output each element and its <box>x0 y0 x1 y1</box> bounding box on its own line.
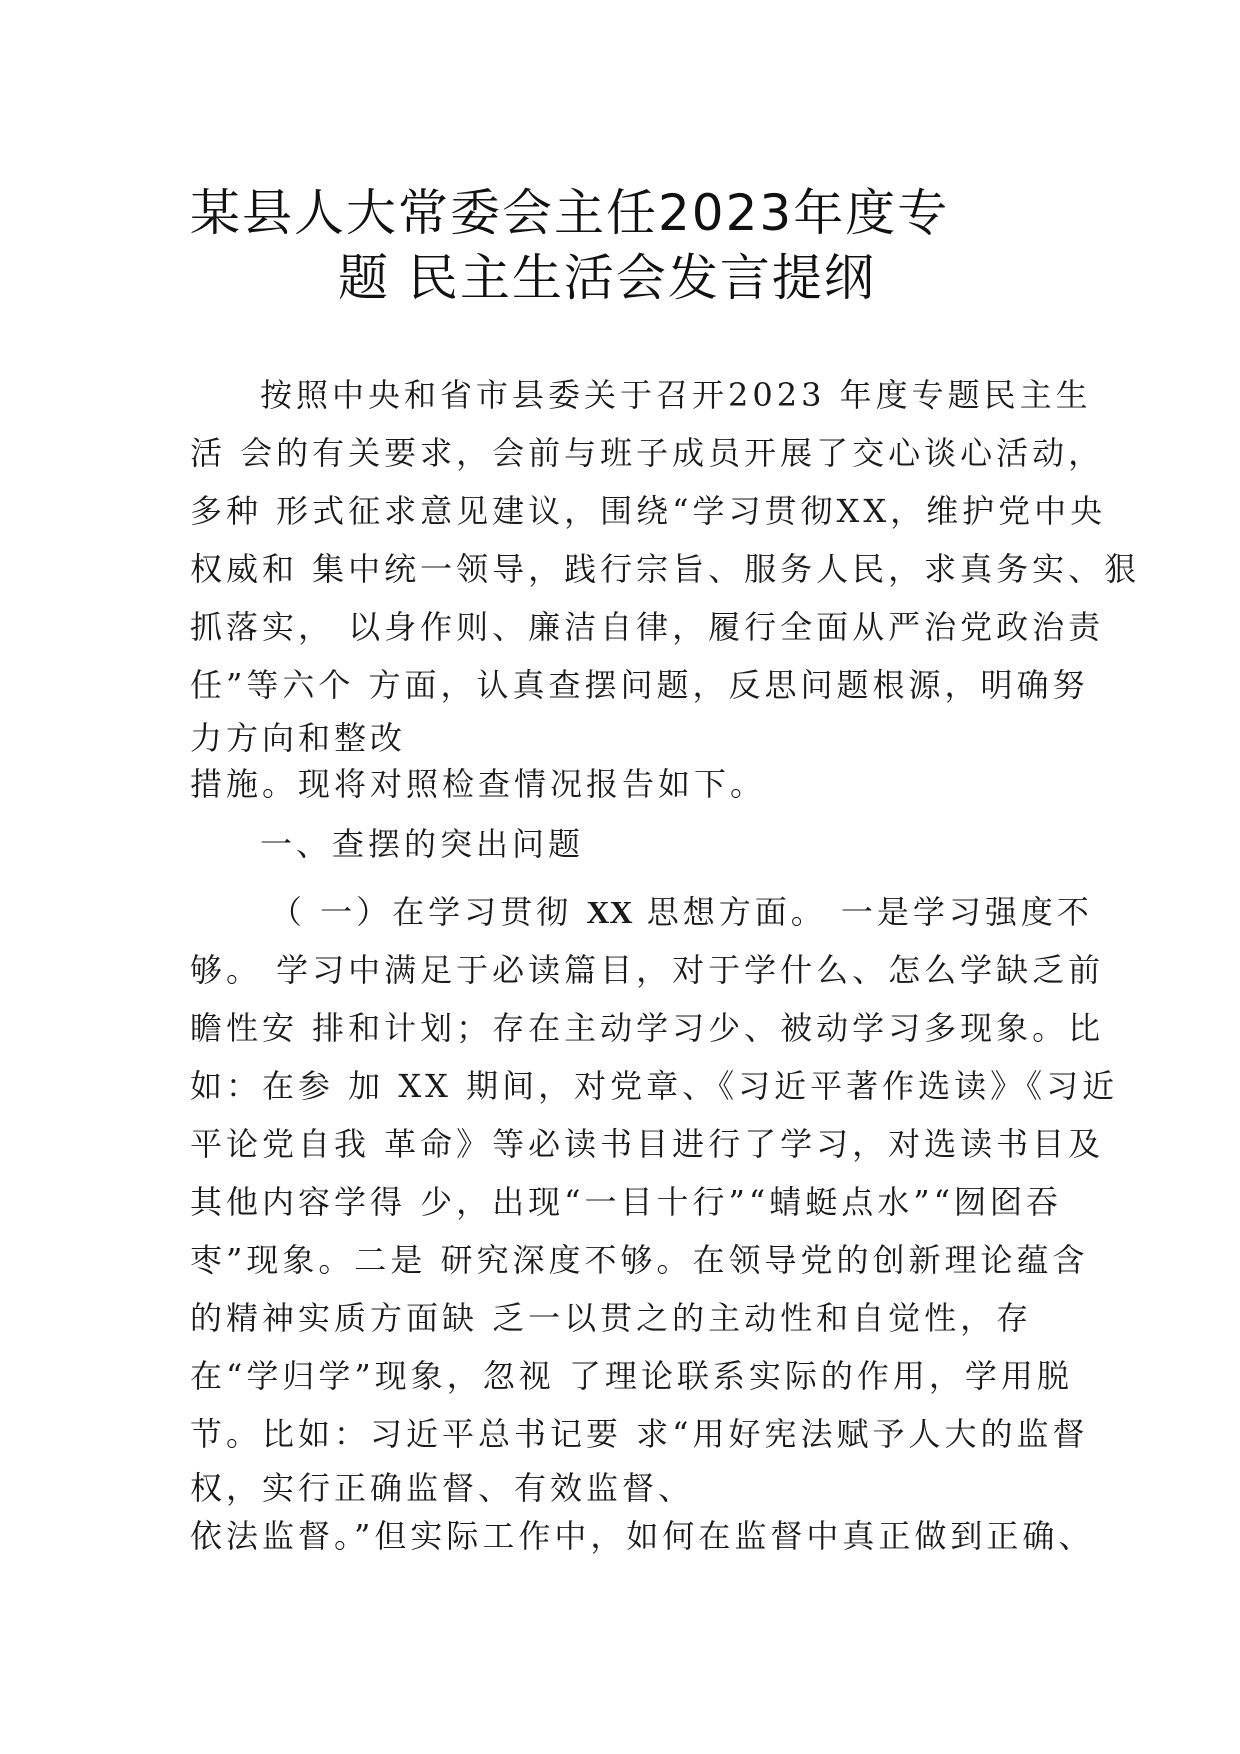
body-line-11: 依法监督。”但实际工作中，如何在监督中真正做到正确、 <box>190 1517 1095 1555</box>
intro-line-1: 按照中央和省市县委关于召开2023 年度专题民主生 <box>260 376 1092 414</box>
subsection-prefix: （ 一）在学习贯彻 <box>270 893 587 931</box>
body-line-4: 平论党自我 革命》等必读书目进行了学习，对选读书目及 <box>190 1125 1105 1163</box>
subsection-heading <box>270 892 1093 932</box>
document-title-line-2: 题 民主生活会发言提纲 <box>338 249 876 307</box>
intro-line-6: 任”等六个 方面，认真查摆问题，反思问题根源，明确努 <box>190 666 1089 704</box>
intro-line-7: 力方向和整改 <box>190 719 407 757</box>
intro-line-5: 抓落实， 以身作则、廉洁自律，履行全面从严治党政治责 <box>190 608 1105 646</box>
body-line-3: 如：在参 加 XX 期间，对党章、《习近平著作选读》《习近 <box>190 1067 1119 1105</box>
intro-line-2: 活 会的有关要求，会前与班子成员开展了交心谈心活动， <box>190 434 1105 472</box>
body-line-10: 权，实行正确监督、有效监督、 <box>190 1469 695 1507</box>
body-line-8: 在“学归学”现象，忽视 了理论联系实际的作用，学用脱 <box>190 1357 1073 1395</box>
body-line-9: 节。比如：习近平总书记要 求“用好宪法赋予人大的监督 <box>190 1415 1089 1453</box>
subsection-bold-term: XX <box>586 894 633 930</box>
body-line-5: 其他内容学得 少，出现“一目十行”“蜻蜓点水”“囫囵吞 <box>190 1183 1062 1221</box>
subsection-suffix: 思想方面。 一是学习强度不 <box>632 893 1093 931</box>
intro-line-4: 权威和 集中统一领导，践行宗旨、服务人民，求真务实、狠 <box>190 550 1141 588</box>
section-heading: 一、查摆的突出问题 <box>260 825 585 863</box>
body-line-1: 够。 学习中满足于必读篇目，对于学什么、怎么学缺乏前 <box>190 951 1105 989</box>
intro-line-3: 多种 形式征求意见建议，围绕“学习贯彻XX，维护党中央 <box>190 492 1107 530</box>
body-line-6: 枣”现象。二是 研究深度不够。在领导党的创新理论蕴含 <box>190 1241 1089 1279</box>
body-line-2: 瞻性安 排和计划；存在主动学习少、被动学习多现象。比 <box>190 1009 1105 1047</box>
document-title-line-1: 某县人大常委会主任2023年度专 <box>190 184 950 242</box>
intro-line-8: 措施。现将对照检查情况报告如下。 <box>190 765 767 803</box>
body-line-7: 的精神实质方面缺 乏一以贯之的主动性和自觉性，存 <box>190 1299 1033 1337</box>
